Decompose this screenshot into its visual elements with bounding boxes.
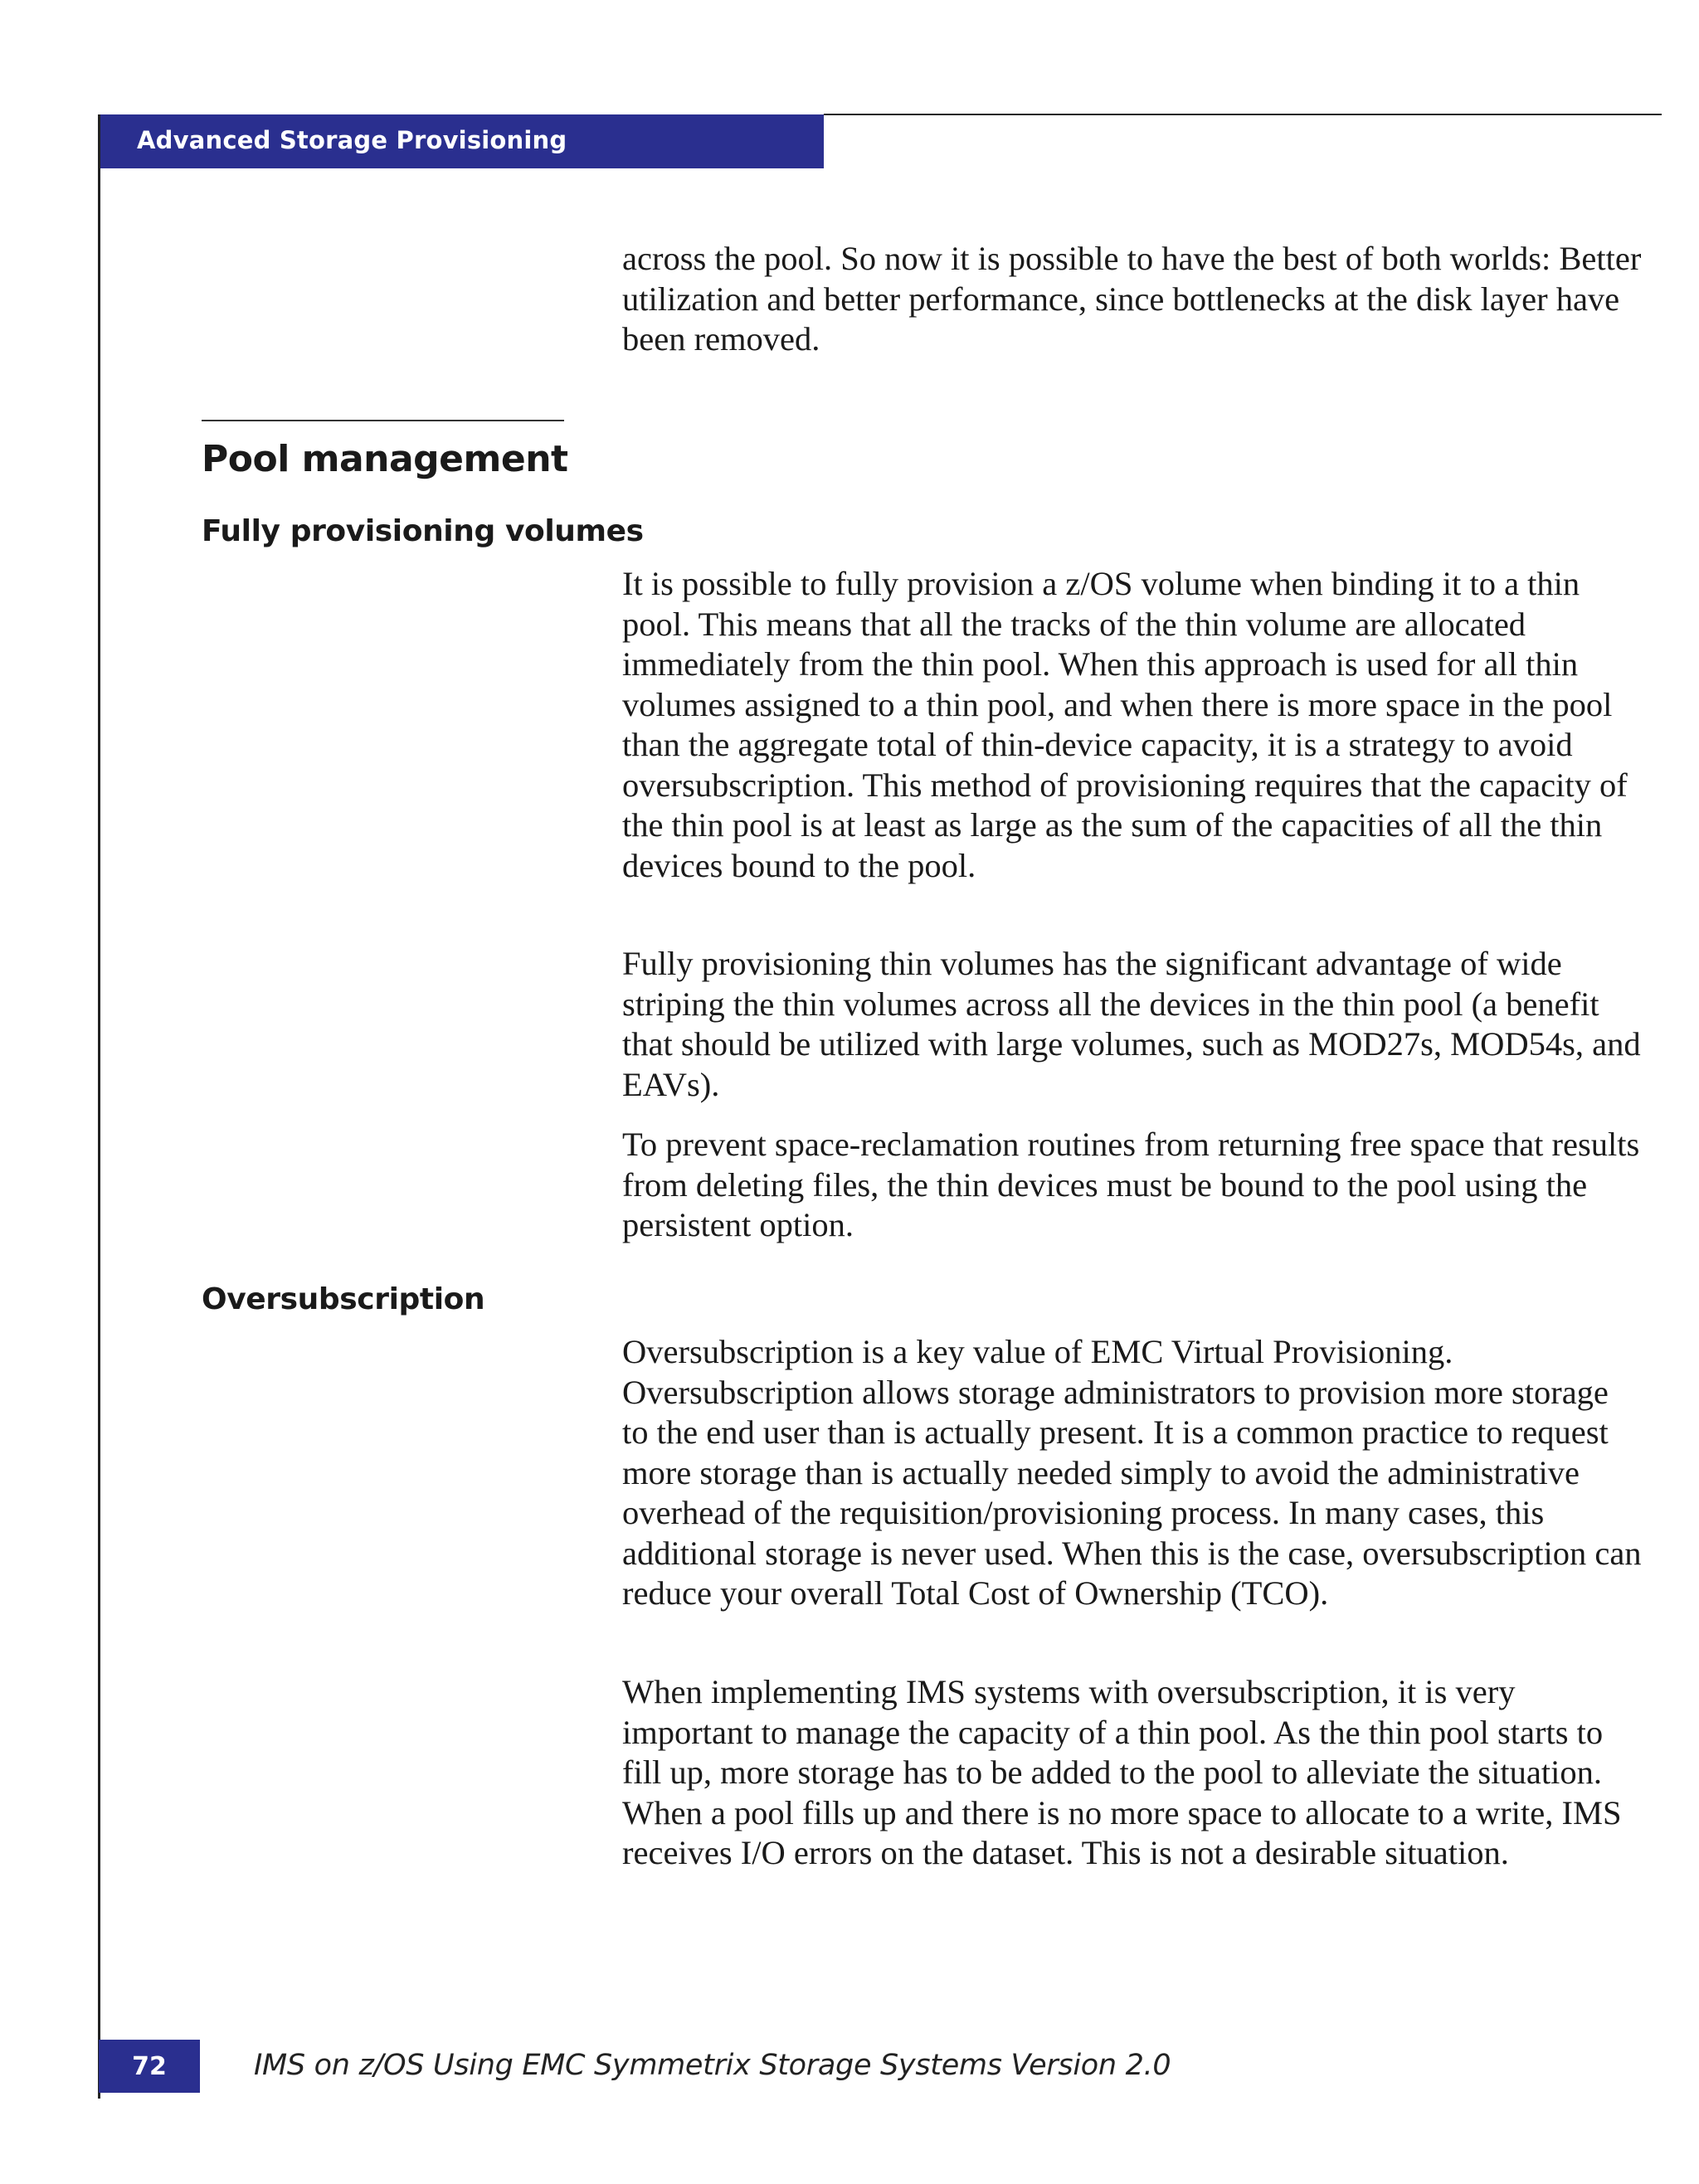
body-paragraph: When implementing IMS systems with oversubscription, it is very important to manage the capacity of a thin pool. As the thin pool starts to fill up, more storage has to be added to the pool to alleviate the situation. When a pool fills up and there is no more space to allocate to a write, IMS receives I/O errors on the dataset. This is not a desirable situation. xyxy=(622,1673,1622,1871)
body-paragraph: Oversubscription is a key value of EMC Virtual Provisioning. Oversubscription allows storage administrators to provision more storage to the end user than is actually present. It is a common practice to request more storage than is actually needed simply to avoid the administrative overhead of the requisition/provisioning process. In many cases, this additional storage is never used. When this is the case, oversubscription can reduce your overall Total Cost of Ownership (TCO). xyxy=(622,1333,1642,1612)
page-number: 72 xyxy=(132,2051,167,2081)
subheading-fully-provisioning: Fully provisioning volumes xyxy=(202,514,644,548)
body-paragraph: To prevent space-reclamation routines from returning free space that results from deleting files, the thin devices must be bound to the pool using the persistent option. xyxy=(622,1126,1640,1243)
left-margin-rule xyxy=(98,114,100,2099)
header-rule xyxy=(824,114,1662,115)
section-rule xyxy=(202,420,564,421)
page-number-box xyxy=(99,2040,200,2093)
body-paragraph: Fully provisioning thin volumes has the significant advantage of wide striping the thin volumes across all the devices in the thin pool (a benefit that should be utilized with large volumes, such as MOD27s, MOD54s, and EAVs). xyxy=(622,945,1641,1103)
footer-book-title: IMS on z/OS Using EMC Symmetrix Storage Systems Version 2.0 xyxy=(254,2049,1171,2082)
body-paragraph: It is possible to fully provision a z/OS volume when binding it to a thin pool. This means that all the tracks of the thin volume are allocated immediately from the thin pool. When this approach is used for all thin volumes assigned to a thin pool, and when there is more space in the pool than the aggregate total of thin-device capacity, it is a strategy to avoid oversubscription. This method of provisioning requires that the capacity of the thin pool is at least as large as the sum of the capacities of all the thin devices bound to the pool. xyxy=(622,565,1628,884)
running-title: Advanced Storage Provisioning xyxy=(137,126,567,154)
intro-paragraph: across the pool. So now it is possible to have the best of both worlds: Better utilization and better performance, since bottlenecks at the disk layer have been removed. xyxy=(622,240,1642,358)
section-title: Pool management xyxy=(202,438,568,480)
subheading-oversubscription: Oversubscription xyxy=(202,1282,485,1316)
